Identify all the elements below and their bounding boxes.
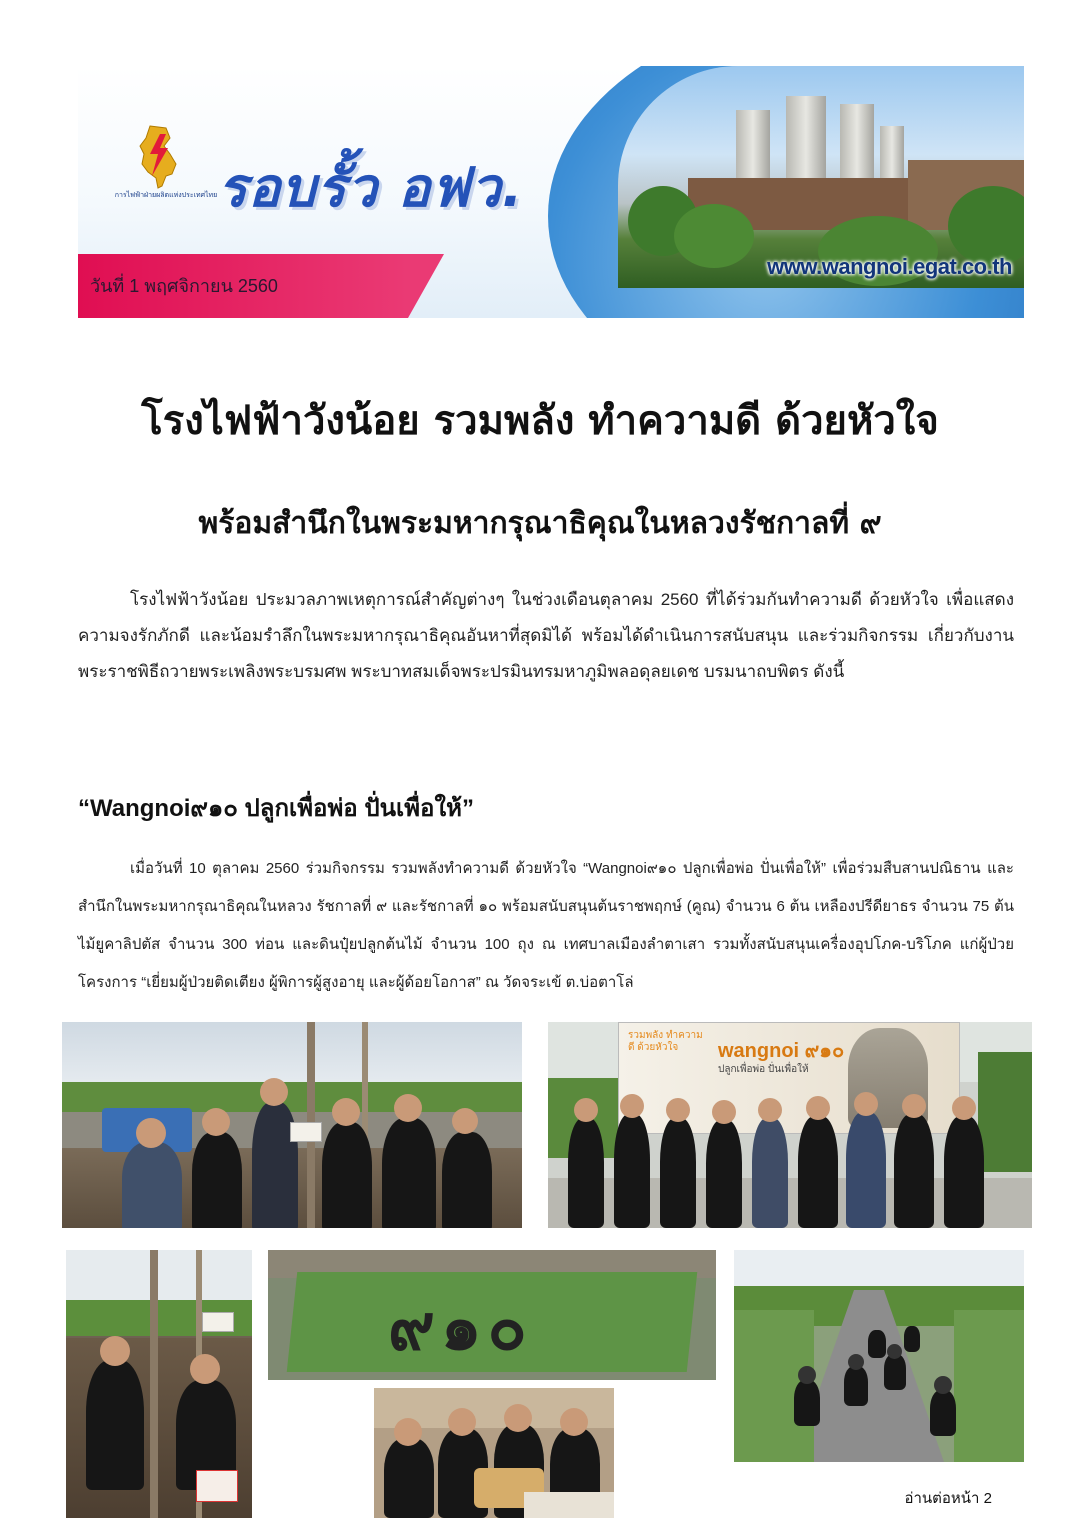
photo-aerial-field-formation xyxy=(268,1250,716,1380)
issue-date: วันที่ 1 พฤศจิกายน 2560 xyxy=(90,276,278,296)
photo-planting-closeup xyxy=(66,1250,252,1518)
banner-campaign-top: รวมพลัง ทำความดี ด้วยหัวใจ xyxy=(628,1030,703,1053)
masthead-title: รอบรั้ว อฟว. xyxy=(218,156,524,219)
logo-caption: การไฟฟ้าฝ่ายผลิตแห่งประเทศไทย xyxy=(114,191,218,199)
website-url[interactable]: www.wangnoi.egat.co.th xyxy=(767,254,1012,279)
banner-campaign-logo: wangnoi ๙๑๐ xyxy=(718,1040,845,1062)
photo-cycling-event xyxy=(734,1250,1024,1462)
date-bar-tip xyxy=(408,254,444,318)
section-text: เมื่อวันที่ 10 ตุลาคม 2560 ร่วมกิจกรรม รวมพลังทำความดี ด้วยหัวใจ “Wangnoi๙๑๐ ปลูกเพื่อพ่อ ปั่นเพื่อให้” เพื่อร่วมสืบสานปณิธาน และสำนึกในพระมหากรุณาธิคุณในหลวง รัชกาลที่ ๙ และรัชกาลที่ ๑๐ พร้อมสนับสนุนต้นราชพฤกษ์ (คูณ) จำนวน 6 ต้น เหลืองปรีดียาธร จำนวน 75 ต้น ไม้ยูคาลิปตัส จำนวน 300 ท่อน และดินปุ๋ยปลูกต้นไม้ จำนวน 100 ถุง ณ เทศบาลเมืองลำตาเสา รวมทั้งสนับสนุนเครื่องอุปโภค-บริโภค แก่ผู้ป่วยโครงการ “เยี่ยมผู้ป่วยติดเตียง ผู้พิการผู้สูงอายุ และผู้ด้อยโอกาส” ณ วัดจระเข้ ต.บ่อตาโล่ xyxy=(78,860,1014,991)
field-formation-text: ๙๑๐ xyxy=(388,1290,533,1365)
photo-tree-planting-group xyxy=(62,1022,522,1228)
egat-logo xyxy=(136,124,180,190)
photo-group-with-banner xyxy=(548,1022,1032,1228)
header-banner xyxy=(78,66,1024,318)
continue-page-note[interactable]: อ่านต่อหน้า 2 xyxy=(904,1490,992,1507)
banner-campaign-bottom: ปลูกเพื่อพ่อ ปั่นเพื่อให้ xyxy=(718,1064,809,1075)
photo-visiting-patients xyxy=(374,1388,614,1518)
section-heading: “Wangnoi๙๑๐ ปลูกเพื่อพ่อ ปั่นเพื่อให้” xyxy=(78,795,474,822)
section-paragraph xyxy=(78,850,1014,1002)
intro-text: โรงไฟฟ้าวังน้อย ประมวลภาพเหตุการณ์สำคัญต่างๆ ในช่วงเดือนตุลาคม 2560 ที่ได้ร่วมกันทำความดี ด้วยหัวใจ เพื่อแสดงความจงรักภักดี และน้อมรำลึกในพระมหากรุณาธิคุณอันหาที่สุดมิได้ พร้อมได้ดำเนินการสนับสนุน และร่วมกิจกรรม เกี่ยวกับงานพระราชพิธีถวายพระเพลิงพระบรมศพ พระบาทสมเด็จพระปรมินทรมหาภูมิพลอดุลยเดช บรมนาถบพิตร ดังนี้ xyxy=(78,590,1014,681)
article-subtitle: พร้อมสำนึกในพระมหากรุณาธิคุณในหลวงรัชกาลที่ ๙ xyxy=(198,506,882,541)
article-title: โรงไฟฟ้าวังน้อย รวมพลัง ทำความดี ด้วยหัวใจ xyxy=(141,398,939,444)
intro-paragraph xyxy=(78,582,1014,690)
